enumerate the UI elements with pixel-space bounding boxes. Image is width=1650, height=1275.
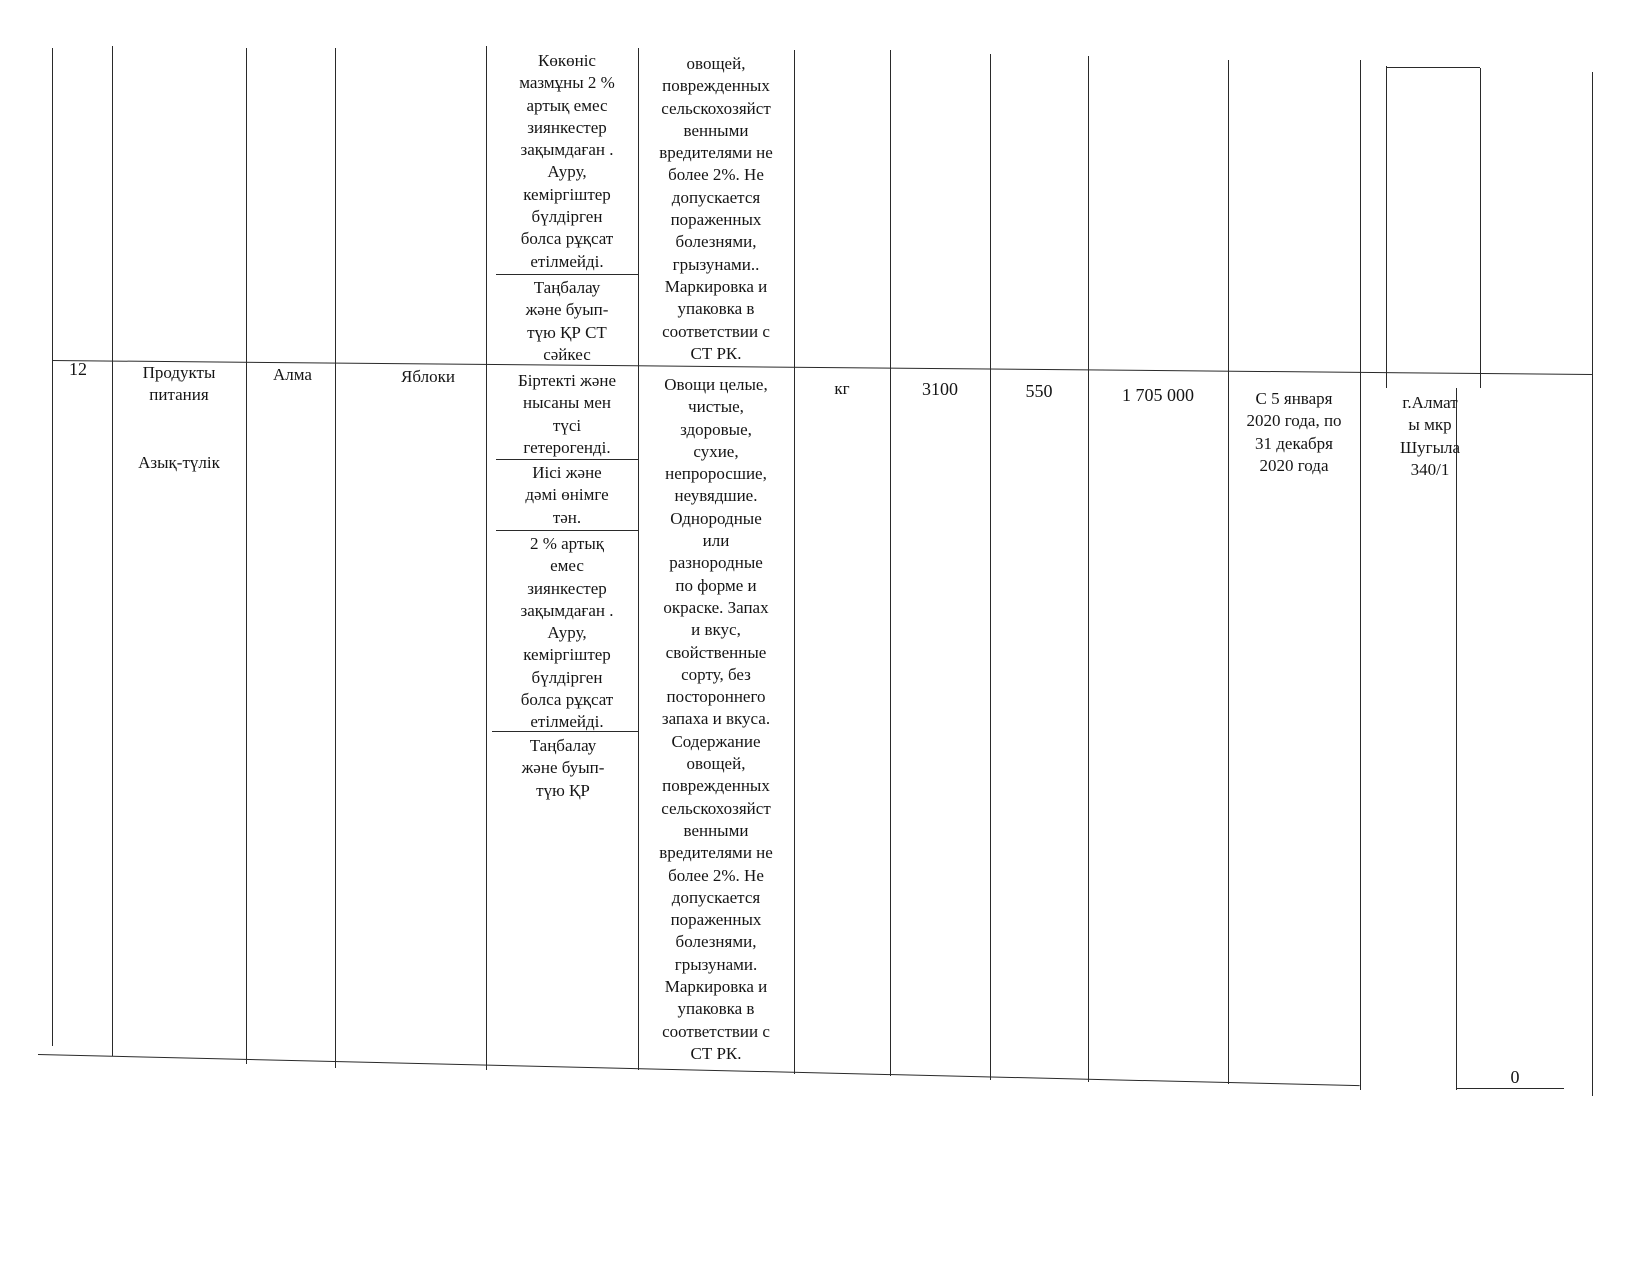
col-line-12	[1360, 60, 1361, 1090]
kz-spec-4: Таңбалау және буып- түю ҚР	[521, 736, 605, 800]
col-line-2	[112, 46, 113, 1056]
delivery-place: г.Алмат ы мкр Шугыла 340/1	[1399, 393, 1461, 479]
row-number: 12	[69, 359, 87, 379]
col-line-9	[990, 54, 991, 1080]
ru-description-text-top: овощей, поврежденных сельскохозяйст венными вредителями не более 2%. Не допускается пораженных болезнями, грызунами.. Маркировка и упаковка в соответствии с СТ РК.	[659, 54, 773, 363]
ru-description: Овощи целые, чистые, здоровые, сухие, непроросшие, неувядшие. Однородные или разнородные по форме и окраске. Запах и вкус, свойственные сорту, без постороннего запаха и вкуса. Содержание овощей, поврежденных сельскохозяйст венными вредителями не более 2%. Не допускается пораженных болезнями, грызунами. Маркировка и упаковка в соответствии с СТ РК.	[659, 375, 773, 1063]
category-kz: Азық-түлік	[138, 453, 220, 472]
kz-cell-divider-3	[496, 530, 638, 531]
col-line-14	[1480, 68, 1481, 388]
name-ru: Яблоки	[401, 367, 455, 386]
price: 550	[1025, 381, 1053, 401]
kz-spec-2: Иісі және дәмі өнімге тән.	[525, 463, 609, 527]
col-line-13	[1386, 66, 1387, 388]
kz-spec-1: Біртекті және нысаны мен түсі гетерогенді.	[517, 371, 617, 457]
kz-marking-text-top: Таңбалау және буып- түю ҚР СТ сәйкес	[525, 278, 609, 364]
quantity: 3100	[922, 379, 958, 399]
kz-spec-3: 2 % артық емес зиянкестер зақымдаған . Ауру, кеміргіштер бүлдірген болса рұқсат етілмейді.	[520, 534, 614, 732]
last-value: 0	[1510, 1067, 1520, 1087]
col-line-1	[52, 48, 53, 1046]
col-line-16	[1592, 72, 1593, 1096]
delivery-period: С 5 января 2020 года, по 31 декабря 2020 года	[1246, 389, 1342, 475]
col-line-7	[794, 50, 795, 1074]
col-line-15	[1456, 388, 1457, 1090]
name-kz: Алма	[273, 365, 312, 384]
total-amount: 1 705 000	[1122, 385, 1194, 405]
category-ru: Продукты питания	[142, 363, 216, 405]
col-line-4	[335, 48, 336, 1068]
place-box-top	[1386, 67, 1480, 68]
col-line-3	[246, 48, 247, 1064]
kz-quality-text-top: Көкөніс мазмұны 2 % артық емес зиянкестер зақымдаған . Ауру, кеміргіштер бүлдірген болса рұқсат етілмейді.	[519, 51, 615, 271]
kz-cell-divider-1	[496, 274, 638, 275]
col-line-8	[890, 50, 891, 1076]
col-line-11	[1228, 60, 1229, 1084]
col-line-10	[1088, 56, 1089, 1082]
unit: кг	[834, 379, 850, 398]
col-line-5	[486, 46, 487, 1070]
